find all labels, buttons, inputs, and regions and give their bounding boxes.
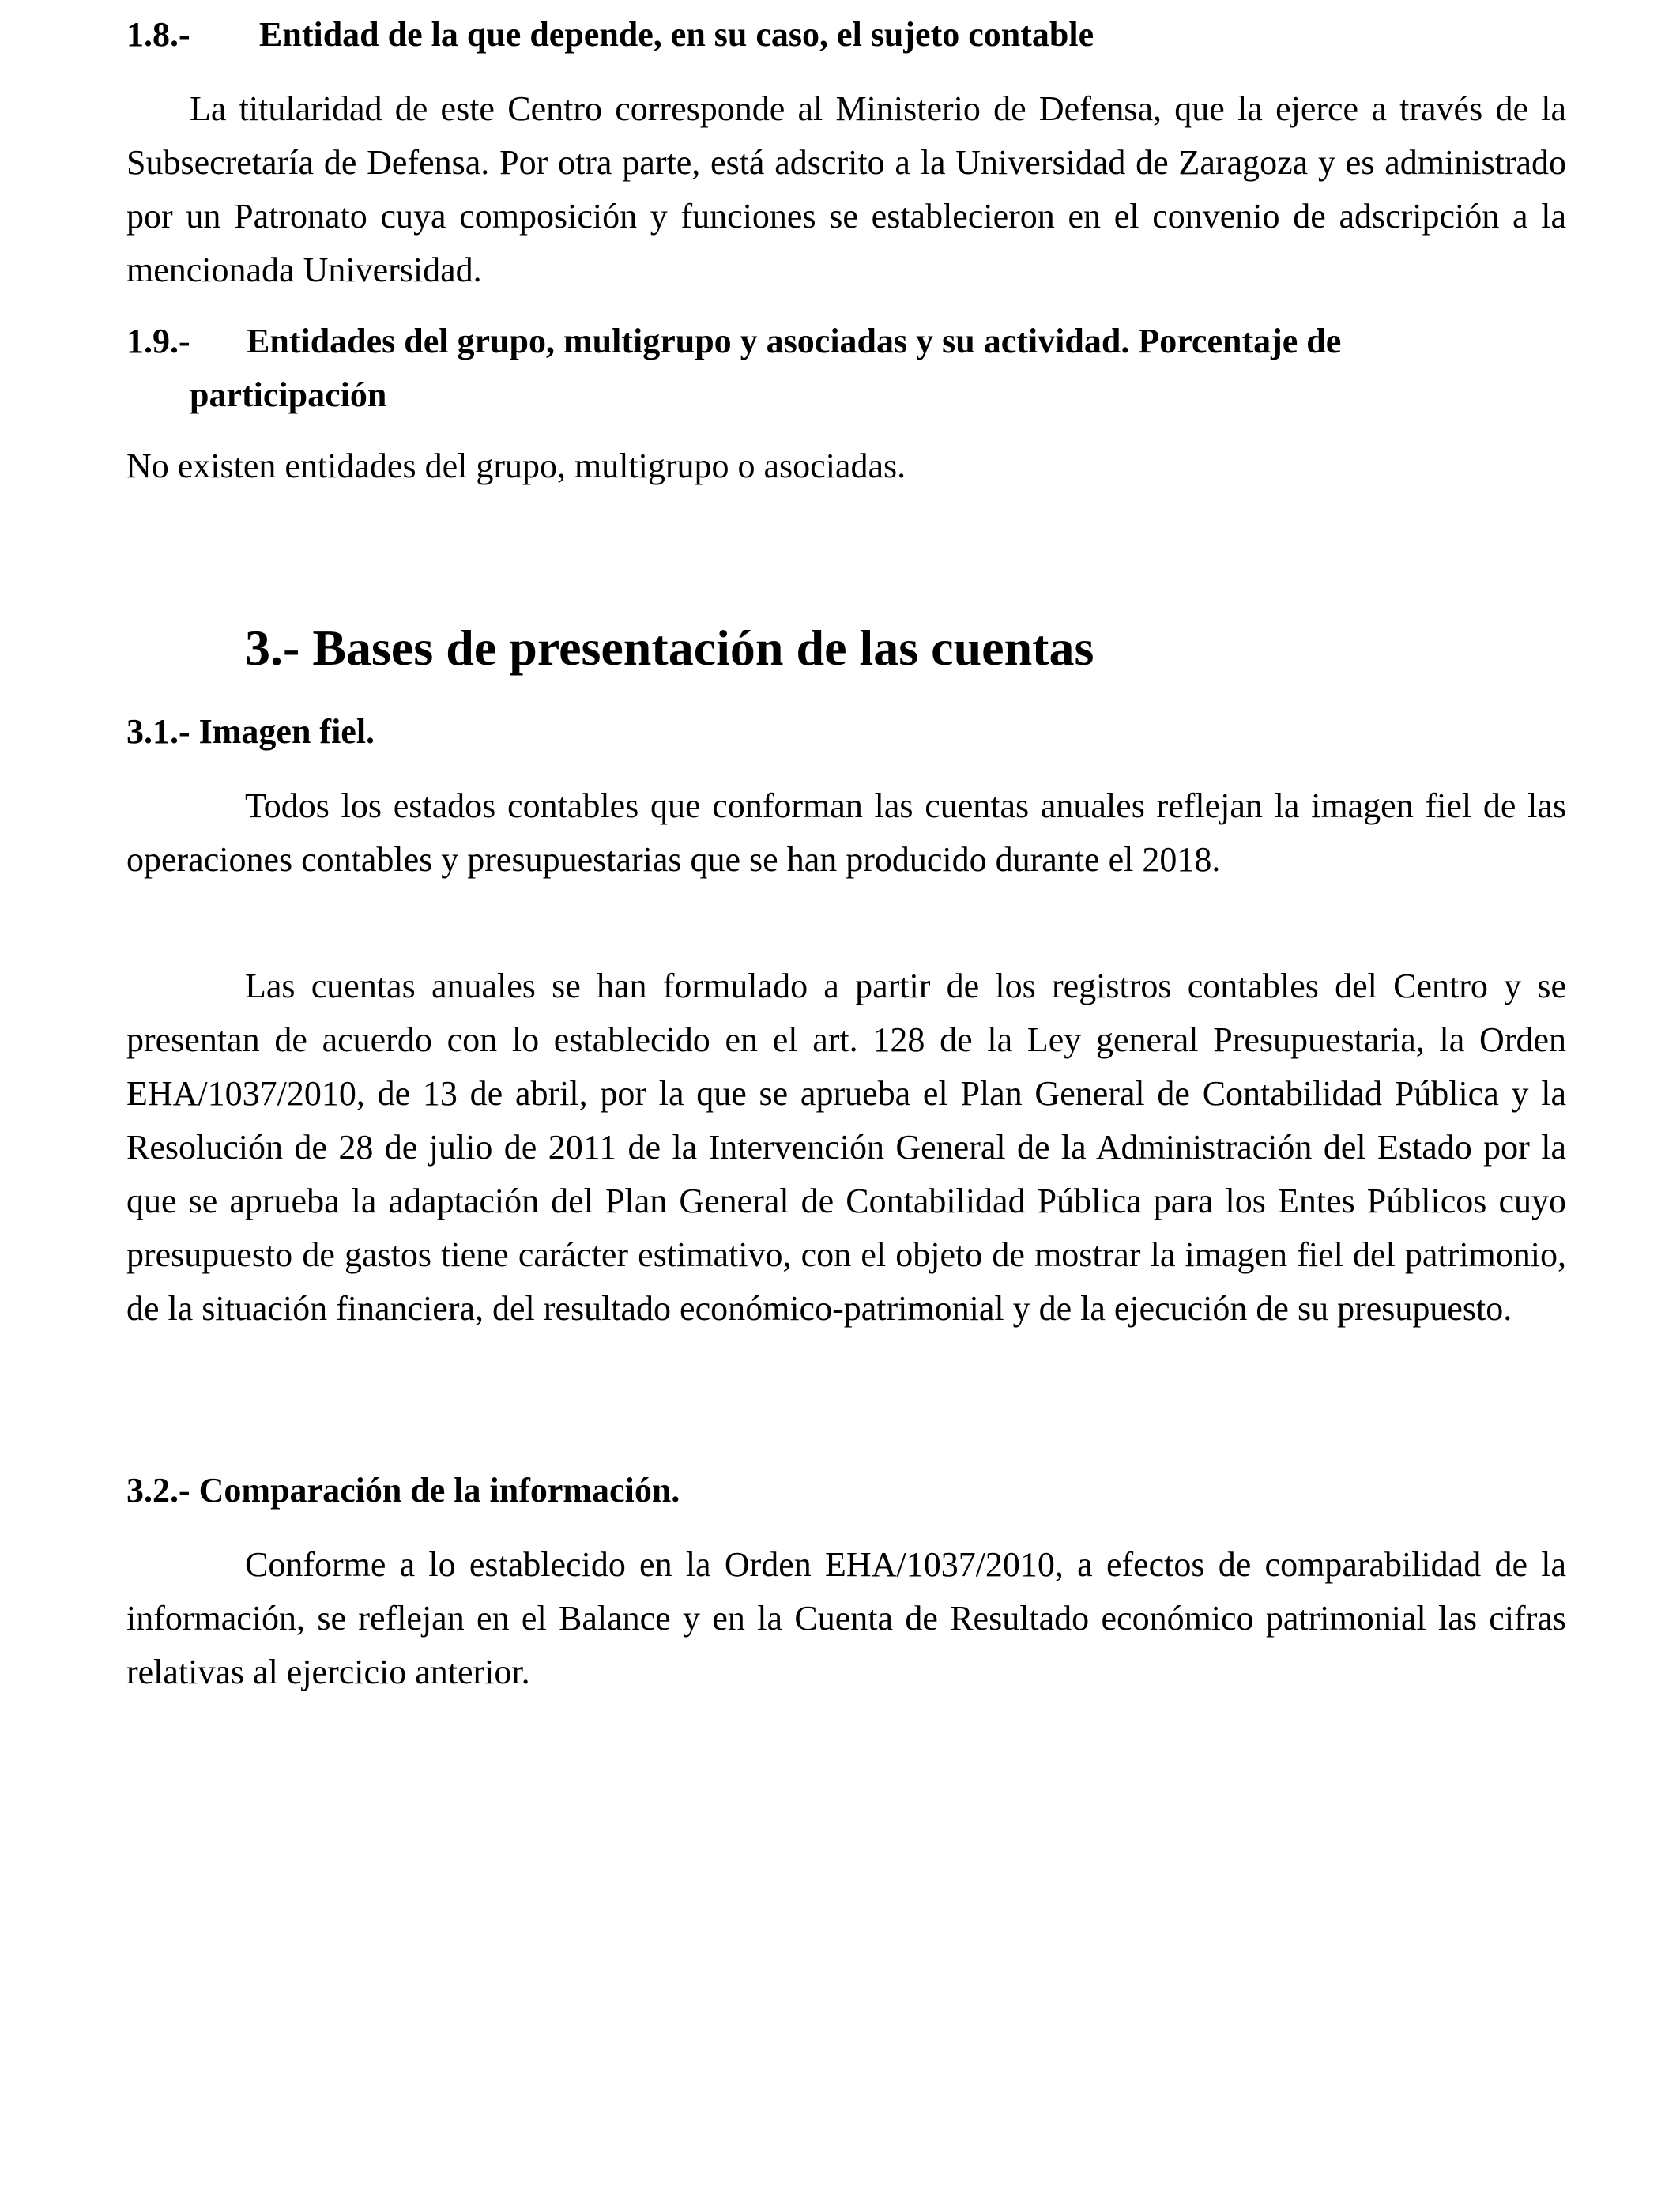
section-1-8-paragraph: La titularidad de este Centro corresponde al Ministerio de Defensa, que la ejerce a través de la Subsecretaría de Defensa. Por otra parte, está adscrito a la Universidad de Zaragoza y es administrado por un Patronato cuya composición y funciones se establecieron en el convenio de adscripción a la mencionada Universidad. [126, 89, 1566, 289]
section-1-9-title-line1: Entidades del grupo, multigrupo y asociadas y su actividad. Porcentaje de [247, 322, 1342, 360]
section-1-8-title: Entidad de la que depende, en su caso, el sujeto contable [259, 15, 1094, 54]
section-3-1-paragraph-1: Todos los estados contables que conforman las cuentas anuales reflejan la imagen fiel de las operaciones contables y presupuestarias que se han producido durante el 2018. [126, 786, 1566, 879]
chapter-3-title: 3.- Bases de presentación de las cuentas [245, 620, 1094, 676]
section-1-9-title-line2: participación [190, 375, 387, 414]
section-1-9-paragraph: No existen entidades del grupo, multigrupo o asociadas. [126, 447, 906, 485]
section-3-2-paragraph: Conforme a lo establecido en la Orden EHA/1037/2010, a efectos de comparabilidad de la información, se reflejan en el Balance y en la Cuenta de Resultado económico patrimonial las cifras relativas al ejercicio anterior. [126, 1545, 1566, 1691]
section-1-8-heading [126, 8, 1566, 62]
section-1-9-number: 1.9.- [126, 322, 190, 360]
section-3-2-title: 3.2.- Comparación de la información. [126, 1471, 680, 1510]
section-3-1-title: 3.1.- Imagen fiel. [126, 712, 375, 751]
section-1-9-heading [126, 315, 1566, 422]
section-3-1-paragraph-2: Las cuentas anuales se han formulado a partir de los registros contables del Centro y se presentan de acuerdo con lo establecido en el art. 128 de la Ley general Presupuestaria, la Orden EHA/1037/2010, de 13 de abril, por la que se aprueba el Plan General de Contabilidad Pública y la Resolución de 28 de julio de 2011 de la Intervención General de la Administración del Estado por la que se aprueba la adaptación del Plan General de Contabilidad Pública para los Entes Públicos cuyo presupuesto de gastos tiene carácter estimativo, con el objeto de mostrar la imagen fiel del patrimonio, de la situación financiera, del resultado económico-patrimonial y de la ejecución de su presupuesto. [126, 967, 1566, 1328]
section-1-8-number: 1.8.- [126, 15, 190, 54]
